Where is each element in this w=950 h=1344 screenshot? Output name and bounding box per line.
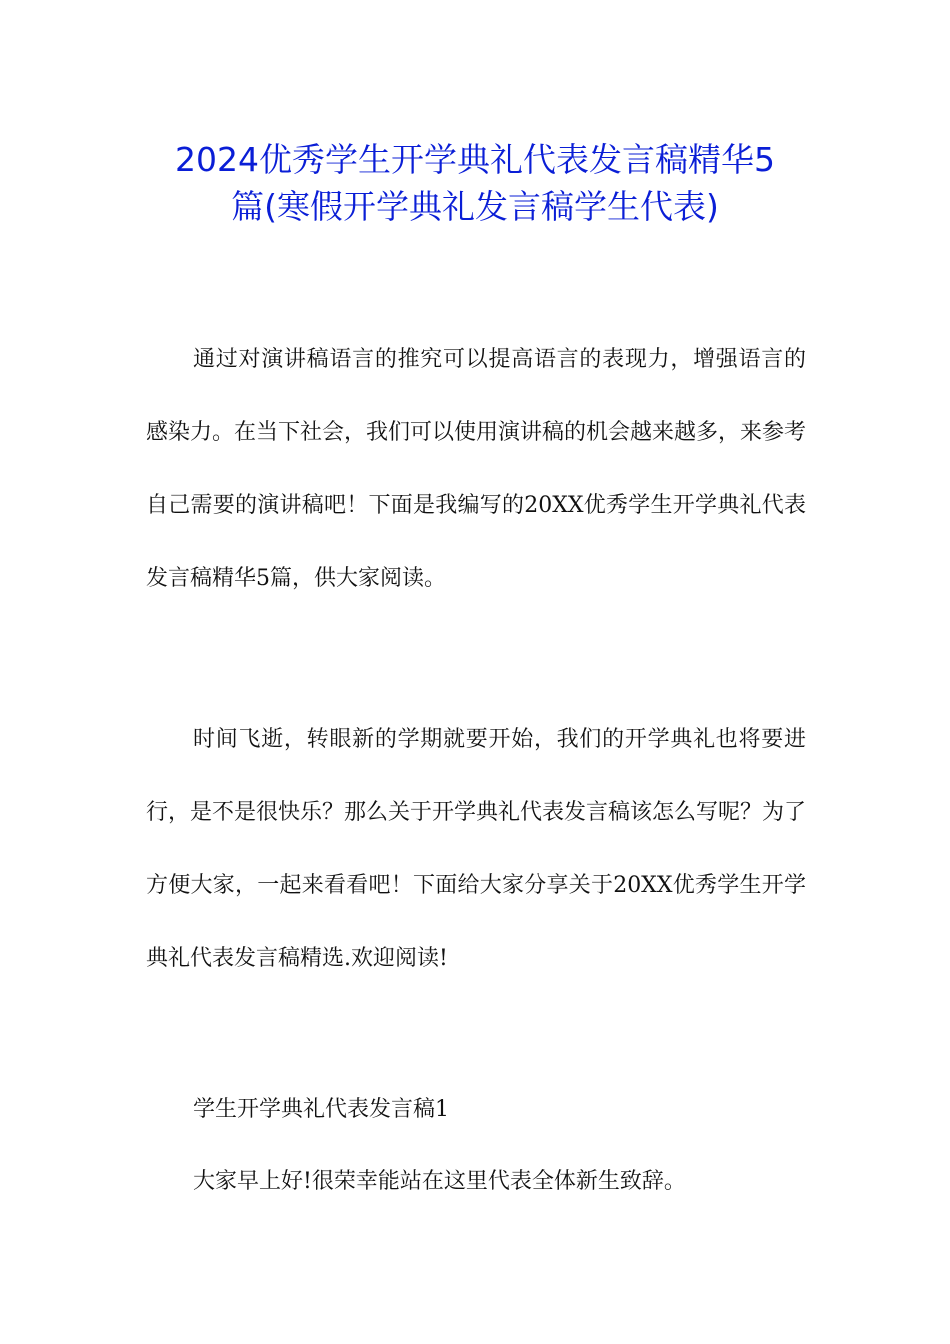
speech-first-line: 大家早上好!很荣幸能站在这里代表全体新生致辞。 [193,1169,686,1194]
section-heading: 学生开学典礼代表发言稿1 [193,1097,449,1122]
intro-paragraph: 通过对演讲稿语言的推究可以提高语言的表现力，增强语言的感染力。在当下社会，我们可以使用演讲稿的机会越来越多，来参考自己需要的演讲稿吧！下面是我编写的20XX优秀学生开学典礼代表发言稿精华5篇，供大家阅读。 [146,347,807,591]
document-title-line-1: 2024优秀学生开学典礼代表发言稿精华5 [175,140,775,179]
second-paragraph: 时间飞逝，转眼新的学期就要开始，我们的开学典礼也将要进行，是不是很快乐？那么关于开学典礼代表发言稿该怎么写呢？为了方便大家，一起来看看吧！下面给大家分享关于20XX优秀学生开学典礼代表发言稿精选.欢迎阅读! [146,727,807,971]
document-title-line-2: 篇(寒假开学典礼发言稿学生代表) [231,187,719,226]
